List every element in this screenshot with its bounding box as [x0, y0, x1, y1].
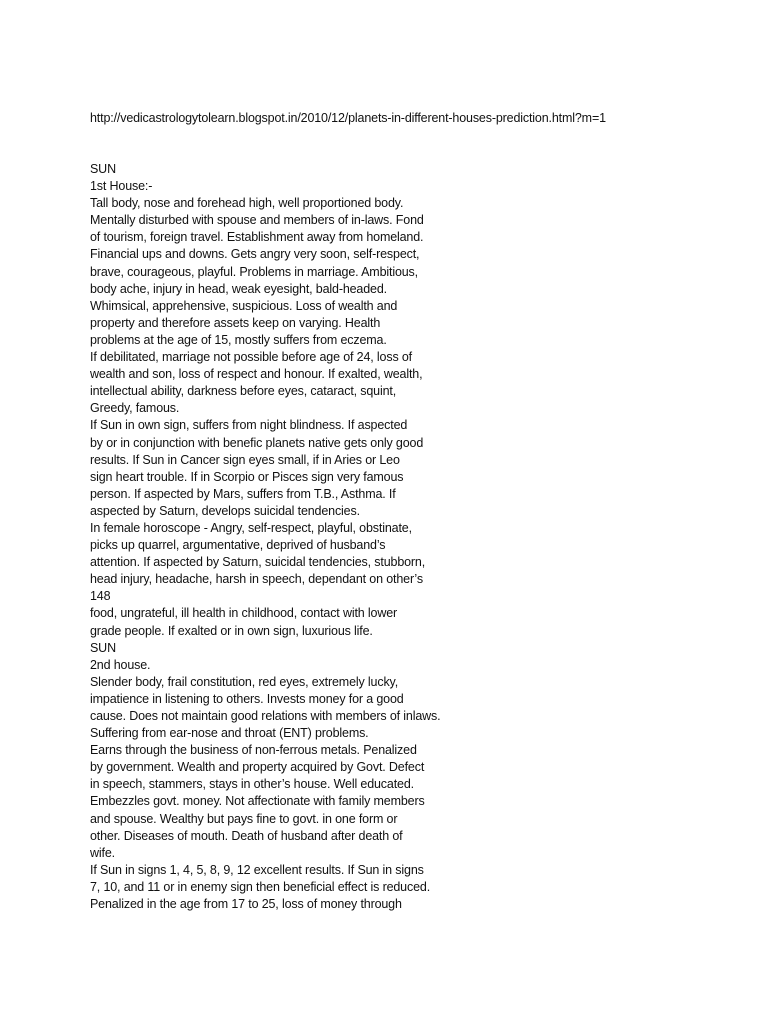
- text-line: in speech, stammers, stays in other’s house. Well educated.: [90, 777, 414, 792]
- text-line: Greedy, famous.: [90, 401, 180, 416]
- text-line: problems at the age of 15, mostly suffers from eczema.: [90, 332, 387, 347]
- text-line: If Sun in own sign, suffers from night blindness. If aspected: [90, 418, 408, 433]
- text-line: In female horoscope - Angry, self-respect, playful, obstinate,: [90, 520, 412, 535]
- text-line: Slender body, frail constitution, red eyes, extremely lucky,: [90, 674, 399, 689]
- text-line: Mentally disturbed with spouse and members of in-laws. Fond: [90, 213, 424, 228]
- source-url: http://vedicastrologytolearn.blogspot.in/2010/12/planets-in-different-houses-prediction.html?m=1: [90, 111, 606, 125]
- text-line: property and therefore assets keep on varying. Health: [90, 315, 381, 330]
- text-line: by government. Wealth and property acquired by Govt. Defect: [90, 760, 425, 775]
- text-line: by or in conjunction with benefic planets native gets only good: [90, 435, 424, 450]
- text-line: aspected by Saturn, develops suicidal tendencies.: [90, 503, 360, 518]
- text-line: Earns through the business of non-ferrous metals. Penalized: [90, 743, 417, 758]
- text-line: cause. Does not maintain good relations with members of inlaws.: [90, 709, 441, 723]
- text-line: other. Diseases of mouth. Death of husband after death of: [90, 828, 403, 843]
- text-line: food, ungrateful, ill health in childhood, contact with lower: [90, 606, 398, 621]
- text-line: and spouse. Wealthy but pays fine to govt. in one form or: [90, 811, 398, 826]
- text-line: 148: [90, 589, 111, 604]
- text-line: picks up quarrel, argumentative, deprived of husband’s: [90, 538, 386, 553]
- text-line: 7, 10, and 11 or in enemy sign then beneficial effect is reduced.: [90, 879, 431, 894]
- document-body: [90, 161, 710, 913]
- text-line: 1st House:-: [90, 179, 153, 194]
- text-line: wealth and son, loss of respect and honour. If exalted, wealth,: [90, 367, 423, 382]
- text-line: Suffering from ear-nose and throat (ENT) problems.: [90, 726, 369, 741]
- text-line: of tourism, foreign travel. Establishment away from homeland.: [90, 230, 424, 245]
- text-line: attention. If aspected by Saturn, suicidal tendencies, stubborn,: [90, 555, 426, 570]
- text-line: If Sun in signs 1, 4, 5, 8, 9, 12 excellent results. If Sun in signs: [90, 862, 424, 877]
- text-line: sign heart trouble. If in Scorpio or Pisces sign very famous: [90, 469, 404, 484]
- text-line: SUN: [90, 162, 116, 176]
- text-line: Whimsical, apprehensive, suspicious. Loss of wealth and: [90, 298, 398, 313]
- text-line: 2nd house.: [90, 657, 151, 672]
- text-line: body ache, injury in head, weak eyesight, bald-headed.: [90, 281, 387, 296]
- text-line: wife.: [90, 845, 115, 860]
- text-line: brave, courageous, playful. Problems in marriage. Ambitious,: [90, 264, 418, 279]
- text-line: Embezzles govt. money. Not affectionate with family members: [90, 794, 425, 809]
- text-line: If debilitated, marriage not possible before age of 24, loss of: [90, 350, 413, 365]
- text-line: impatience in listening to others. Invests money for a good: [90, 691, 404, 706]
- text-line: grade people. If exalted or in own sign, luxurious life.: [90, 623, 373, 638]
- text-line: Penalized in the age from 17 to 25, loss of money through: [90, 897, 402, 912]
- text-line: head injury, headache, harsh in speech, dependant on other’s: [90, 572, 423, 587]
- text-line: Tall body, nose and forehead high, well proportioned body.: [90, 196, 404, 211]
- text-line: person. If aspected by Mars, suffers from T.B., Asthma. If: [90, 486, 396, 501]
- text-line: SUN: [90, 640, 116, 655]
- text-line: results. If Sun in Cancer sign eyes small, if in Aries or Leo: [90, 452, 400, 467]
- text-line: intellectual ability, darkness before eyes, cataract, squint,: [90, 384, 397, 399]
- text-line: Financial ups and downs. Gets angry very soon, self-respect,: [90, 247, 420, 262]
